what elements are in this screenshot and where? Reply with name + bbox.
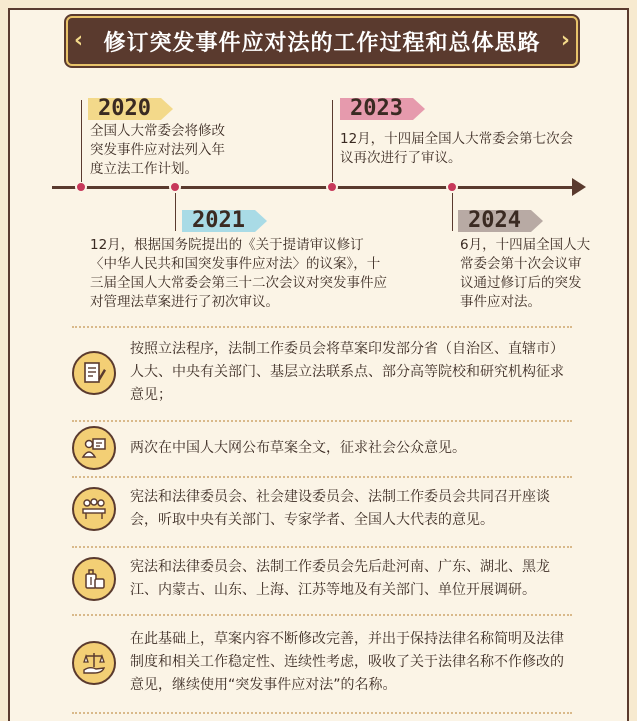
timeline-axis — [52, 186, 578, 189]
process-item — [72, 486, 572, 532]
year-label-2024: 2024 — [458, 210, 531, 232]
item-text: 按照立法程序，法制工作委员会将草案印发部分省（自治区、直辖市）人大、中央有关部门、基层立法联系点、部分高等院校和研究机构征求意见； — [130, 341, 564, 403]
timeline-stem — [81, 100, 82, 182]
process-item — [72, 628, 572, 697]
divider — [72, 546, 572, 548]
item-text: 两次在中国人大网公布草案全文，征求社会公众意见。 — [130, 439, 466, 456]
timeline-text-2024: 6月，十四届全国人大常委会第十次会议审议通过修订后的突发事件应对法。 — [460, 237, 591, 310]
person-screen-icon — [72, 426, 116, 470]
scales-hand-icon — [72, 641, 116, 685]
year-label-2020: 2020 — [88, 98, 161, 120]
process-item — [72, 338, 572, 407]
timeline-stem — [452, 193, 453, 231]
item-text: 宪法和法律委员会、法制工作委员会先后赴河南、广东、湖北、黑龙江、内蒙古、山东、上海、江苏等地及有关部门、单位开展调研。 — [130, 559, 550, 598]
page-title: 修订突发事件应对法的工作过程和总体思路 — [103, 30, 541, 56]
year-label-2023: 2023 — [340, 98, 413, 120]
luggage-icon — [72, 557, 116, 601]
timeline-text-2023: 12月，十四届全国人大常委会第七次会议再次进行了审议。 — [340, 131, 574, 166]
process-item — [72, 426, 572, 470]
item-text: 在此基础上，草案内容不断修改完善，并出于保持法律名称简明及法律制度和相关工作稳定性、连续性考虑，吸收了关于法律名称不作修改的意见，继续使用“突发事件应对法”的名称。 — [130, 631, 564, 693]
divider — [72, 476, 572, 478]
timeline-text-2020: 全国人大常委会将修改突发事件应对法列入年度立法工作计划。 — [90, 123, 225, 177]
timeline-text-2021: 12月，根据国务院提出的《关于提请审议修订〈中华人民共和国突发事件应对法〉的议案》，十三届全国人大常委会第三十二次会议对突发事件应对管理法草案进行了初次审议。 — [90, 237, 387, 310]
left-chevron-icon: ‹ — [74, 28, 84, 53]
timeline-stem — [332, 100, 333, 182]
year-label-2021: 2021 — [182, 210, 255, 232]
divider — [72, 420, 572, 422]
timeline-dot-2020 — [75, 181, 87, 193]
timeline-stem — [175, 193, 176, 231]
title-banner — [66, 16, 578, 66]
timeline-dot-2024 — [446, 181, 458, 193]
item-text: 宪法和法律委员会、社会建设委员会、法制工作委员会共同召开座谈会，听取中央有关部门、专家学者、全国人大代表的意见。 — [130, 489, 550, 528]
right-chevron-icon: › — [560, 28, 570, 53]
divider — [72, 326, 572, 328]
document-pen-icon — [72, 351, 116, 395]
process-item — [72, 556, 572, 602]
timeline-arrow-icon — [572, 178, 586, 196]
timeline-dot-2023 — [326, 181, 338, 193]
timeline-dot-2021 — [169, 181, 181, 193]
meeting-group-icon — [72, 487, 116, 531]
divider — [72, 614, 572, 616]
divider — [72, 712, 572, 714]
